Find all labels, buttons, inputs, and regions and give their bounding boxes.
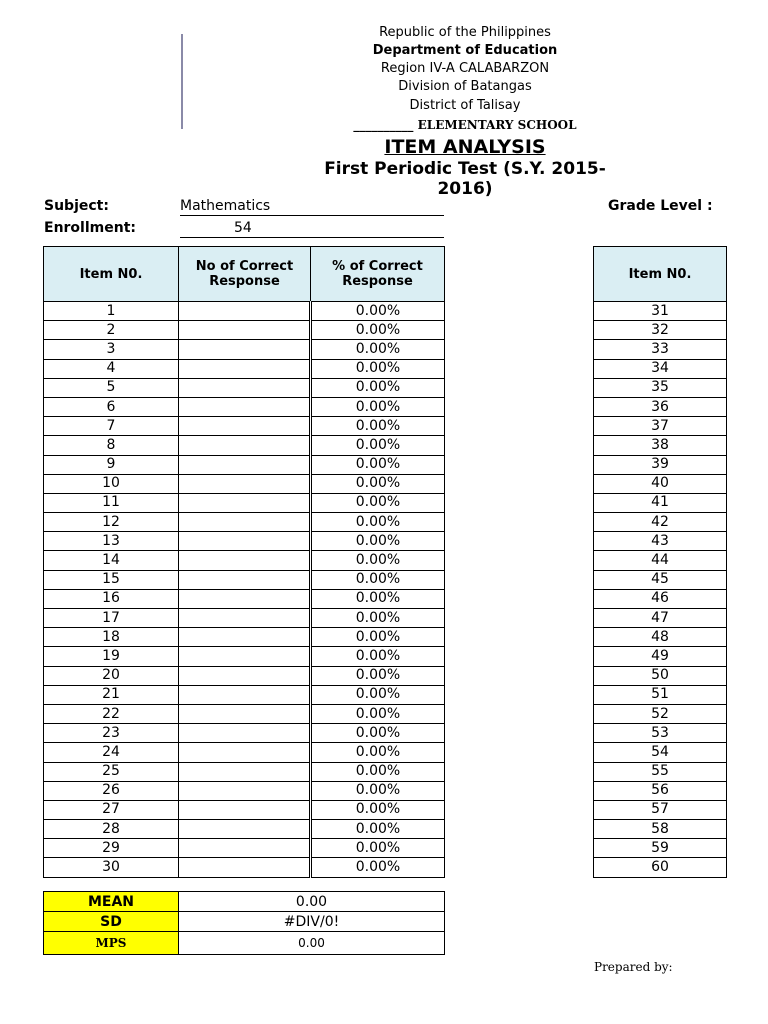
correct-response-cell[interactable] xyxy=(179,532,311,551)
item-number: 39 xyxy=(594,455,727,474)
table-row xyxy=(44,551,445,570)
sd-value: #DIV/0! xyxy=(179,912,445,932)
table-row xyxy=(594,839,727,858)
table-row xyxy=(594,743,727,762)
header-district: District of Talisay xyxy=(409,98,521,113)
table-row xyxy=(44,762,445,781)
table-row xyxy=(594,513,727,532)
table-row xyxy=(594,570,727,589)
item-number: 3 xyxy=(44,340,179,359)
header-school xyxy=(300,118,630,132)
item-number: 41 xyxy=(594,493,727,512)
table-row xyxy=(594,302,727,321)
correct-response-cell[interactable] xyxy=(179,474,311,493)
percent-correct-cell: 0.00% xyxy=(311,704,445,723)
percent-correct-cell: 0.00% xyxy=(311,493,445,512)
table-row xyxy=(44,378,445,397)
table-row xyxy=(594,417,727,436)
correct-response-cell[interactable] xyxy=(179,359,311,378)
item-number: 1 xyxy=(44,302,179,321)
correct-response-cell[interactable] xyxy=(179,820,311,839)
percent-correct-cell: 0.00% xyxy=(311,513,445,532)
table-row xyxy=(594,589,727,608)
item-number: 51 xyxy=(594,685,727,704)
table-row xyxy=(594,455,727,474)
correct-response-cell[interactable] xyxy=(179,513,311,532)
percent-correct-cell: 0.00% xyxy=(311,359,445,378)
mps-label: MPS xyxy=(44,932,179,955)
table-row xyxy=(44,666,445,685)
item-number: 40 xyxy=(594,474,727,493)
table-row xyxy=(44,820,445,839)
mean-label: MEAN xyxy=(44,892,179,912)
item-number: 35 xyxy=(594,378,727,397)
correct-response-cell[interactable] xyxy=(179,647,311,666)
header-republic: Republic of the Philippines xyxy=(379,25,551,40)
percent-correct-cell: 0.00% xyxy=(311,570,445,589)
item-number: 16 xyxy=(44,589,179,608)
correct-response-cell[interactable] xyxy=(179,609,311,628)
mps-value: 0.00 xyxy=(179,932,445,955)
percent-correct-cell: 0.00% xyxy=(311,685,445,704)
table-row xyxy=(594,781,727,800)
item-number: 5 xyxy=(44,378,179,397)
percent-correct-cell: 0.00% xyxy=(311,302,445,321)
correct-response-cell[interactable] xyxy=(179,858,311,877)
correct-response-cell[interactable] xyxy=(179,839,311,858)
table-row xyxy=(44,800,445,819)
table-row xyxy=(594,474,727,493)
table-row xyxy=(594,762,727,781)
percent-correct-cell: 0.00% xyxy=(311,724,445,743)
item-number: 59 xyxy=(594,839,727,858)
item-number: 11 xyxy=(44,493,179,512)
table-row xyxy=(594,493,727,512)
school-label: ELEMENTARY SCHOOL xyxy=(417,118,577,132)
correct-response-cell[interactable] xyxy=(179,378,311,397)
table-row xyxy=(594,436,727,455)
header-item-no-right: Item N0. xyxy=(594,247,727,302)
sd-label: SD xyxy=(44,912,179,932)
table-row xyxy=(44,302,445,321)
percent-correct-cell: 0.00% xyxy=(311,628,445,647)
table-row xyxy=(594,858,727,877)
item-number: 42 xyxy=(594,513,727,532)
percent-correct-cell: 0.00% xyxy=(311,820,445,839)
item-number: 15 xyxy=(44,570,179,589)
item-number: 8 xyxy=(44,436,179,455)
item-number: 45 xyxy=(594,570,727,589)
page-title: ITEM ANALYSIS xyxy=(384,136,546,158)
item-number: 34 xyxy=(594,359,727,378)
item-number: 17 xyxy=(44,609,179,628)
item-number: 24 xyxy=(44,743,179,762)
item-analysis-table-right xyxy=(593,246,727,878)
table-row xyxy=(594,321,727,340)
table-row xyxy=(44,397,445,416)
percent-correct-cell: 0.00% xyxy=(311,532,445,551)
item-number: 31 xyxy=(594,302,727,321)
enrollment-field xyxy=(180,220,444,238)
item-number: 56 xyxy=(594,781,727,800)
item-number: 37 xyxy=(594,417,727,436)
correct-response-cell[interactable] xyxy=(179,493,311,512)
correct-response-cell[interactable] xyxy=(179,628,311,647)
header-correct-response: No of Correct Response xyxy=(179,247,311,302)
item-number: 23 xyxy=(44,724,179,743)
percent-correct-cell: 0.00% xyxy=(311,666,445,685)
percent-correct-cell: 0.00% xyxy=(311,743,445,762)
school-name-blank: __________ xyxy=(353,118,414,132)
table-row xyxy=(44,839,445,858)
table-row xyxy=(594,647,727,666)
percent-correct-cell: 0.00% xyxy=(311,340,445,359)
table-row xyxy=(594,397,727,416)
item-number: 30 xyxy=(44,858,179,877)
table-row xyxy=(44,704,445,723)
correct-response-cell[interactable] xyxy=(179,762,311,781)
correct-response-cell[interactable] xyxy=(179,397,311,416)
item-number: 50 xyxy=(594,666,727,685)
item-number: 4 xyxy=(44,359,179,378)
table-row xyxy=(594,609,727,628)
item-number: 44 xyxy=(594,551,727,570)
table-row xyxy=(594,724,727,743)
item-number: 19 xyxy=(44,647,179,666)
table-row xyxy=(594,628,727,647)
item-number: 49 xyxy=(594,647,727,666)
item-number: 43 xyxy=(594,532,727,551)
item-number: 26 xyxy=(44,781,179,800)
table-row xyxy=(44,743,445,762)
enrollment-label: Enrollment: xyxy=(44,220,136,236)
item-number: 14 xyxy=(44,551,179,570)
table-row xyxy=(44,609,445,628)
item-number: 48 xyxy=(594,628,727,647)
item-number: 55 xyxy=(594,762,727,781)
correct-response-cell[interactable] xyxy=(179,685,311,704)
item-number: 47 xyxy=(594,609,727,628)
item-number: 46 xyxy=(594,589,727,608)
table-row xyxy=(44,455,445,474)
percent-correct-cell: 0.00% xyxy=(311,321,445,340)
percent-correct-cell: 0.00% xyxy=(311,762,445,781)
correct-response-cell[interactable] xyxy=(179,551,311,570)
table-row xyxy=(594,666,727,685)
item-number: 33 xyxy=(594,340,727,359)
item-number: 7 xyxy=(44,417,179,436)
table-row xyxy=(44,647,445,666)
table-row xyxy=(594,532,727,551)
correct-response-cell[interactable] xyxy=(179,666,311,685)
table-row xyxy=(44,513,445,532)
item-number: 9 xyxy=(44,455,179,474)
item-number: 27 xyxy=(44,800,179,819)
item-analysis-table-left xyxy=(43,246,445,878)
header-division: Division of Batangas xyxy=(398,79,532,94)
correct-response-cell[interactable] xyxy=(179,724,311,743)
table-row xyxy=(594,800,727,819)
table-row xyxy=(44,474,445,493)
header-department: Department of Education xyxy=(372,43,558,58)
correct-response-cell[interactable] xyxy=(179,704,311,723)
item-number: 32 xyxy=(594,321,727,340)
page-subtitle: First Periodic Test (S.Y. 2015-2016) xyxy=(324,159,606,199)
table-row xyxy=(594,378,727,397)
table-row xyxy=(44,532,445,551)
table-row xyxy=(44,858,445,877)
header-percent-correct: % of Correct Response xyxy=(311,247,445,302)
table-row xyxy=(594,704,727,723)
table-row xyxy=(44,340,445,359)
table-row xyxy=(44,321,445,340)
percent-correct-cell: 0.00% xyxy=(311,378,445,397)
item-number: 58 xyxy=(594,820,727,839)
subject-value: Mathematics xyxy=(180,198,444,216)
item-number: 22 xyxy=(44,704,179,723)
item-number: 57 xyxy=(594,800,727,819)
correct-response-cell[interactable] xyxy=(179,436,311,455)
item-number: 60 xyxy=(594,858,727,877)
table-row xyxy=(594,685,727,704)
table-row xyxy=(44,493,445,512)
correct-response-cell[interactable] xyxy=(179,589,311,608)
item-number: 21 xyxy=(44,685,179,704)
correct-response-cell[interactable] xyxy=(179,302,311,321)
item-number: 10 xyxy=(44,474,179,493)
item-number: 54 xyxy=(594,743,727,762)
prepared-by-label: Prepared by: xyxy=(594,960,673,974)
summary-stats-table xyxy=(43,891,445,955)
table-row xyxy=(594,551,727,570)
percent-correct-cell: 0.00% xyxy=(311,609,445,628)
header-item-no: Item N0. xyxy=(44,247,179,302)
percent-correct-cell: 0.00% xyxy=(311,781,445,800)
decorative-line xyxy=(181,34,183,129)
table-row xyxy=(44,436,445,455)
percent-correct-cell: 0.00% xyxy=(311,839,445,858)
correct-response-cell[interactable] xyxy=(179,417,311,436)
table-row xyxy=(44,589,445,608)
percent-correct-cell: 0.00% xyxy=(311,647,445,666)
percent-correct-cell: 0.00% xyxy=(311,417,445,436)
percent-correct-cell: 0.00% xyxy=(311,455,445,474)
item-number: 20 xyxy=(44,666,179,685)
table-row xyxy=(594,340,727,359)
item-number: 13 xyxy=(44,532,179,551)
item-number: 53 xyxy=(594,724,727,743)
percent-correct-cell: 0.00% xyxy=(311,551,445,570)
item-number: 36 xyxy=(594,397,727,416)
correct-response-cell[interactable] xyxy=(179,781,311,800)
percent-correct-cell: 0.00% xyxy=(311,474,445,493)
item-number: 28 xyxy=(44,820,179,839)
correct-response-cell[interactable] xyxy=(179,455,311,474)
correct-response-cell[interactable] xyxy=(179,800,311,819)
table-row xyxy=(44,781,445,800)
percent-correct-cell: 0.00% xyxy=(311,436,445,455)
enrollment-value: 54 xyxy=(234,220,252,236)
table-row xyxy=(44,417,445,436)
percent-correct-cell: 0.00% xyxy=(311,800,445,819)
correct-response-cell[interactable] xyxy=(179,340,311,359)
subject-label: Subject: xyxy=(44,198,109,214)
header-region: Region IV-A CALABARZON xyxy=(380,61,550,76)
table-row xyxy=(44,570,445,589)
item-number: 2 xyxy=(44,321,179,340)
correct-response-cell[interactable] xyxy=(179,321,311,340)
item-number: 29 xyxy=(44,839,179,858)
item-number: 6 xyxy=(44,397,179,416)
table-row xyxy=(44,628,445,647)
grade-level-label: Grade Level : xyxy=(608,198,713,214)
correct-response-cell[interactable] xyxy=(179,743,311,762)
item-number: 38 xyxy=(594,436,727,455)
item-number: 12 xyxy=(44,513,179,532)
percent-correct-cell: 0.00% xyxy=(311,397,445,416)
item-number: 52 xyxy=(594,704,727,723)
item-number: 18 xyxy=(44,628,179,647)
table-row xyxy=(44,359,445,378)
percent-correct-cell: 0.00% xyxy=(311,858,445,877)
item-number: 25 xyxy=(44,762,179,781)
table-row xyxy=(594,359,727,378)
percent-correct-cell: 0.00% xyxy=(311,589,445,608)
mean-value: 0.00 xyxy=(179,892,445,912)
correct-response-cell[interactable] xyxy=(179,570,311,589)
table-row xyxy=(44,685,445,704)
table-row xyxy=(44,724,445,743)
table-row xyxy=(594,820,727,839)
